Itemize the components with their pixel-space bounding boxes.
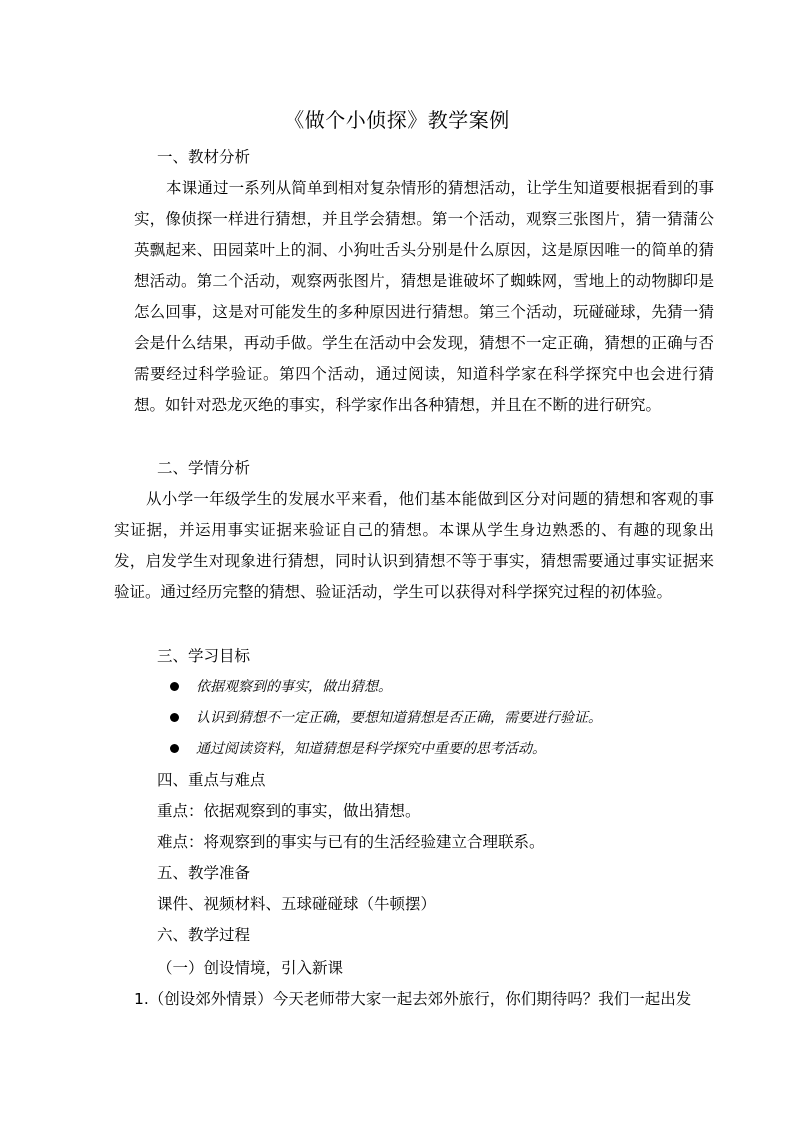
goal-list-item [170, 707, 602, 729]
process-item-1: 1.（创设郊外情景）今天老师带大家一起去郊外旅行，你们期待吗？我们一起出发 [134, 990, 692, 1008]
section-heading-student-analysis: 二、学情分析 [157, 459, 251, 477]
materials-text: 课件、视频材料、五球碰碰球（牛顿摆） [157, 895, 437, 913]
section-heading-key-difficulty: 四、重点与难点 [157, 771, 266, 789]
bullet-icon [170, 682, 179, 691]
goal-list-item [170, 738, 546, 760]
section-heading-textbook-analysis: 一、教材分析 [157, 148, 251, 166]
paragraph-student-analysis: 从小学一年级学生的发展水平来看，他们基本能做到区分对问题的猜想和客观的事实证据，并运用事实证据来验证自己的猜想。本课从学生身边熟悉的、有趣的现象出发，启发学生对现象进行猜想，同时认识到猜想不等于事实，猜想需要通过事实证据来验证。通过经历完整的猜想、验证活动，学生可以获得对科学探究过程的初体验。 [114, 490, 714, 601]
section-heading-teaching-process: 六、教学过程 [157, 926, 251, 944]
paragraph-textbook-analysis: 本课通过一系列从简单到相对复杂情形的猜想活动，让学生知道要根据看到的事实，像侦探一样进行猜想，并且学会猜想。第一个活动，观察三张图片，猜一猜蒲公英飘起来、田园菜叶上的洞、小狗吐舌头分别是什么原因，这是原因唯一的简单的猜想活动。第二个活动，观察两张图片，猜想是谁破坏了蜘蛛网，雪地上的动物脚印是怎么回事，这是对可能发生的多种原因进行猜想。第三个活动，玩碰碰球，先猜一猜会是什么结果，再动手做。学生在活动中会发现，猜想不一定正确，猜想的正确与否需要经过科学验证。第四个活动，通过阅读，知道科学家在科学探究中也会进行猜想。如针对恐龙灭绝的事实，科学家作出各种猜想，并且在不断的进行研究。 [134, 179, 714, 414]
goal-text: 依据观察到的事实，做出猜想。 [196, 679, 392, 695]
subsection-heading-intro: （一）创设情境，引入新课 [157, 959, 344, 977]
bullet-icon [170, 713, 179, 722]
goal-text: 认识到猜想不一定正确，要想知道猜想是否正确，需要进行验证。 [196, 710, 602, 726]
bullet-icon [170, 744, 179, 753]
goal-text: 通过阅读资料，知道猜想是科学探究中重要的思考活动。 [196, 741, 546, 757]
goal-list-item [170, 676, 392, 698]
key-point-text: 重点：依据观察到的事实，做出猜想。 [157, 802, 421, 820]
document-title: 《做个小侦探》教学案例 [284, 108, 510, 132]
difficulty-text: 难点：将观察到的事实与已有的生活经验建立合理联系。 [157, 833, 545, 851]
section-heading-preparation: 五、教学准备 [157, 864, 251, 882]
section-heading-learning-goals: 三、学习目标 [157, 647, 251, 665]
